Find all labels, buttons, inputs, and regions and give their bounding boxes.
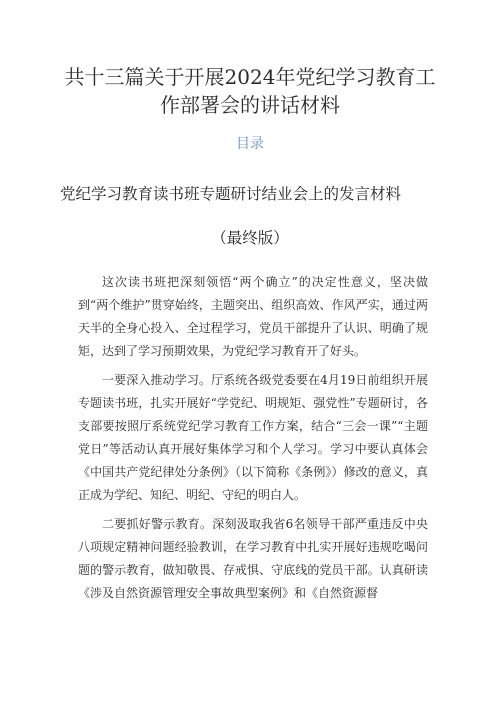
version-label: （最终版） — [211, 229, 289, 247]
paragraph: 这次读书班把深刻领悟“两个确立”的决定性意义，坚决做到“两个维护”贯穿始终，主题突出、组织高效、作风严实，通过两天半的全身心投入、全过程学习，党员干部提升了认识、明确了规矩，达到了学习预期效果，为党纪学习教育开了好头。 — [78, 275, 428, 358]
paragraph: 二要抓好警示教育。深刻汲取我省6名领导干部严重违反中央八项规定精神问题经验教训，在学习教育中扎实开展好违规吃喝问题的警示教育，做知敬畏、存戒惧、守底线的党员干部。认真研读《涉及自然资源管理安全事故典型案例》和《自然资源督 — [78, 517, 428, 600]
paragraph: 一要深入推动学习。厅系统各级党委要在4月19日前组织开展专题读书班，扎实开展好“学党纪、明规矩、强党性”专题研讨，各支部要按照厅系统党纪学习教育工作方案，结合“三会一课”“主题党日”等活动认真开展好集体学习和个人学习。学习中要认真体会《中国共产党纪律处分条例》（以下简称《条例》）修改的意义，真正成为学纪、知纪、明纪、守纪的明白人。 — [78, 373, 428, 502]
document-title: 共十三篇关于开展2024年党纪学习教育工作部署会的讲话材料 — [64, 65, 436, 117]
section-heading: 党纪学习教育读书班专题研讨结业会上的发言材料 — [60, 185, 402, 203]
toc-link[interactable]: 目录 — [236, 136, 264, 152]
body-text — [78, 271, 428, 611]
